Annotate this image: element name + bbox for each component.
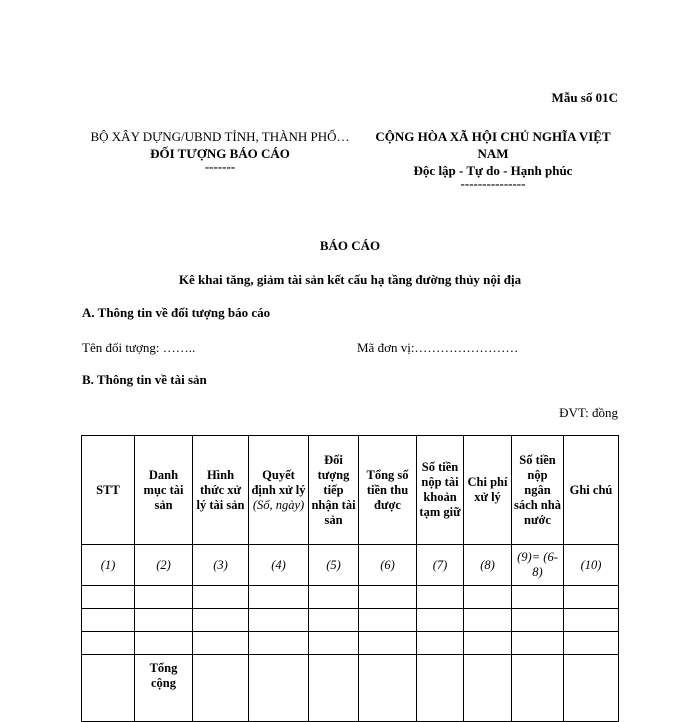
table-cell[interactable] (564, 609, 619, 632)
table-header-cell: Đối tượng tiếp nhận tài sản (309, 436, 359, 545)
table-cell[interactable] (193, 586, 249, 609)
column-number-cell: (1) (82, 545, 135, 586)
table-header-cell: Ghi chú (564, 436, 619, 545)
table-cell[interactable] (359, 632, 417, 655)
table-row (82, 632, 619, 655)
table-header-cell: Hình thức xử lý tài sản (193, 436, 249, 545)
column-number-cell: (5) (309, 545, 359, 586)
table-cell[interactable] (464, 609, 512, 632)
table-cell[interactable] (417, 655, 464, 722)
header-note: (Số, ngày) (252, 497, 305, 512)
report-subtitle: Kê khai tăng, giảm tài sản kết cấu hạ tầng đường thủy nội địa (178, 272, 522, 287)
table-header-cell: Chi phí xử lý (464, 436, 512, 545)
table-cell[interactable] (309, 655, 359, 722)
table-cell[interactable] (135, 609, 193, 632)
table-cell[interactable] (249, 586, 309, 609)
table-header-cell: STT (82, 436, 135, 545)
table-cell[interactable] (359, 609, 417, 632)
header-label: Quyết định xử lý (251, 467, 306, 497)
table-cell[interactable] (193, 632, 249, 655)
asset-table (81, 435, 619, 722)
table-cell[interactable] (512, 586, 564, 609)
table-cell[interactable] (249, 655, 309, 722)
unit-code-field: Mã đơn vị:…………………… (357, 340, 519, 355)
national-title: CỘNG HÒA XÃ HỘI CHỦ NGHĨA VIỆT NAM (375, 129, 611, 161)
table-cell[interactable] (309, 609, 359, 632)
reporting-entity-label: ĐỐI TƯỢNG BÁO CÁO (150, 146, 290, 161)
table-cell (82, 655, 135, 722)
table-header-row (82, 436, 619, 545)
table-cell[interactable] (417, 632, 464, 655)
table-cell[interactable] (82, 632, 135, 655)
column-number-cell: (10) (564, 545, 619, 586)
table-cell[interactable] (249, 609, 309, 632)
table-cell[interactable] (464, 655, 512, 722)
table-row (82, 586, 619, 609)
table-cell[interactable] (359, 586, 417, 609)
table-cell[interactable] (464, 586, 512, 609)
table-header-cell (249, 436, 309, 545)
table-cell[interactable] (309, 632, 359, 655)
table-cell[interactable] (82, 586, 135, 609)
column-number-cell: (6) (359, 545, 417, 586)
column-number-cell: (2) (135, 545, 193, 586)
column-number-cell: (7) (417, 545, 464, 586)
total-label: Tổng cộng (135, 655, 193, 722)
table-cell[interactable] (512, 632, 564, 655)
right-header-divider: --------------- (460, 176, 526, 191)
table-cell[interactable] (359, 655, 417, 722)
table-cell[interactable] (309, 586, 359, 609)
column-number-cell: (3) (193, 545, 249, 586)
table-header-cell: Số tiền nộp tài khoản tạm giữ (417, 436, 464, 545)
column-number-cell: (4) (249, 545, 309, 586)
issuing-authority-header (82, 128, 358, 172)
authority-name: BỘ XÂY DỰNG/UBND TỈNH, THÀNH PHỐ… (90, 129, 350, 144)
table-header-cell: Danh mục tài sản (135, 436, 193, 545)
report-title: BÁO CÁO (319, 238, 381, 253)
total-row (82, 655, 619, 722)
table-cell[interactable] (135, 632, 193, 655)
table-cell[interactable] (135, 586, 193, 609)
form-code: Mẫu số 01C (551, 90, 618, 105)
section-b-heading: B. Thông tin về tài sản (82, 372, 207, 387)
table-cell[interactable] (193, 655, 249, 722)
column-number-row (82, 545, 619, 586)
column-number-cell: (8) (464, 545, 512, 586)
table-header-cell: Tổng số tiền thu được (359, 436, 417, 545)
object-name-field: Tên đối tượng: …….. (82, 340, 196, 355)
national-motto: Độc lập - Tự do - Hạnh phúc (413, 163, 573, 178)
currency-unit: ĐVT: đồng (559, 405, 618, 420)
table-header-cell: Số tiền nộp ngân sách nhà nước (512, 436, 564, 545)
table-cell[interactable] (193, 609, 249, 632)
table-cell[interactable] (564, 655, 619, 722)
column-number-cell: (9)= (6-8) (512, 545, 564, 586)
table-cell[interactable] (564, 586, 619, 609)
table-cell[interactable] (464, 632, 512, 655)
table-cell[interactable] (249, 632, 309, 655)
table-cell[interactable] (82, 609, 135, 632)
table-cell[interactable] (512, 609, 564, 632)
table-cell[interactable] (417, 586, 464, 609)
table-cell[interactable] (512, 655, 564, 722)
national-header (362, 128, 624, 189)
table-cell[interactable] (417, 609, 464, 632)
table-row (82, 609, 619, 632)
section-a-heading: A. Thông tin về đối tượng báo cáo (82, 305, 271, 320)
table-cell[interactable] (564, 632, 619, 655)
left-header-divider: ------- (204, 159, 236, 174)
